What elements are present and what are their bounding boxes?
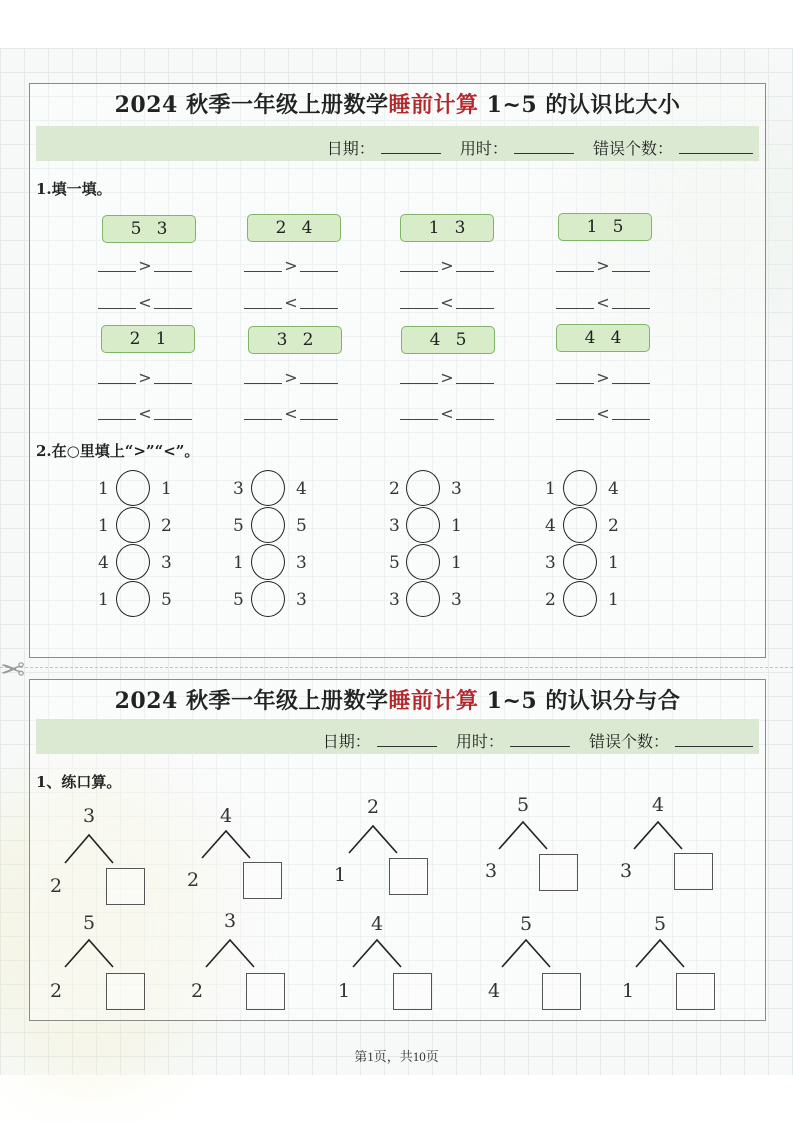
compare-circle[interactable] xyxy=(116,470,150,506)
number-pair: 4 4 xyxy=(556,324,650,352)
errors-field[interactable] xyxy=(675,732,753,747)
number-bond: 2 1 xyxy=(332,796,442,906)
title-suffix: 1~5 的认识比大小 xyxy=(478,92,681,118)
page-indicator: 第1页，共10页 xyxy=(354,1049,439,1064)
compare-circle[interactable] xyxy=(251,581,285,617)
number-pair: 1 5 xyxy=(558,213,652,241)
compare-circle[interactable] xyxy=(116,581,150,617)
info-bar xyxy=(36,126,759,161)
title-highlight: 睡前计算 xyxy=(388,688,479,714)
date-label: 日期： xyxy=(326,139,375,158)
compare-less[interactable]: < xyxy=(556,291,650,311)
time-field[interactable] xyxy=(510,732,570,747)
compare-circle[interactable] xyxy=(116,507,150,543)
answer-box[interactable] xyxy=(106,868,145,905)
answer-box[interactable] xyxy=(674,853,713,890)
question-2-label: 2.在○里填上“>”“<”。 xyxy=(36,442,200,460)
compare-greater[interactable]: > xyxy=(244,366,338,386)
compare-greater[interactable]: > xyxy=(400,366,494,386)
number-bond: 3 2 xyxy=(48,805,158,915)
answer-box[interactable] xyxy=(106,973,145,1010)
compare-circle[interactable] xyxy=(406,470,440,506)
scissors-icon: ✂ xyxy=(0,650,26,685)
time-label: 用时： xyxy=(459,139,508,158)
compare-less[interactable]: < xyxy=(400,402,494,422)
compare-greater[interactable]: > xyxy=(556,254,650,274)
number-pair: 5 3 xyxy=(102,215,196,243)
number-pair: 2 4 xyxy=(247,214,341,242)
compare-circle[interactable] xyxy=(406,507,440,543)
number-pair: 4 5 xyxy=(401,326,495,354)
compare-greater[interactable]: > xyxy=(244,254,338,274)
question-1-label: 1、练口算。 xyxy=(36,773,122,791)
compare-circle[interactable] xyxy=(563,544,597,580)
answer-box[interactable] xyxy=(676,973,715,1010)
compare-less[interactable]: < xyxy=(98,291,192,311)
compare-less[interactable]: < xyxy=(400,291,494,311)
compare-circle[interactable] xyxy=(116,544,150,580)
answer-box[interactable] xyxy=(243,862,282,899)
answer-box[interactable] xyxy=(542,973,581,1010)
number-bond: 4 3 xyxy=(617,794,727,904)
compare-circle[interactable] xyxy=(406,581,440,617)
compare-less[interactable]: < xyxy=(98,402,192,422)
number-bond: 5 4 xyxy=(485,913,595,1023)
compare-circle[interactable] xyxy=(251,544,285,580)
compare-circle[interactable] xyxy=(563,507,597,543)
compare-circle[interactable] xyxy=(563,470,597,506)
number-bond: 4 1 xyxy=(336,913,446,1023)
title-suffix: 1~5 的认识分与合 xyxy=(478,688,681,714)
compare-greater[interactable]: > xyxy=(556,366,650,386)
cut-line xyxy=(0,667,793,668)
worksheet-composition xyxy=(29,679,766,1021)
date-field[interactable] xyxy=(377,732,437,747)
number-bond: 5 3 xyxy=(482,794,592,904)
compare-greater[interactable]: > xyxy=(98,366,192,386)
date-label: 日期： xyxy=(322,732,371,751)
number-pair: 2 1 xyxy=(101,325,195,353)
compare-less[interactable]: < xyxy=(556,402,650,422)
title-prefix: 2024 秋季一年级上册数学 xyxy=(114,688,389,714)
time-field[interactable] xyxy=(514,139,574,154)
compare-less[interactable]: < xyxy=(244,402,338,422)
question-1-label: 1.填一填。 xyxy=(36,180,112,198)
number-pair: 3 2 xyxy=(248,326,342,354)
compare-circle[interactable] xyxy=(563,581,597,617)
number-bond: 5 2 xyxy=(48,912,158,1022)
errors-label: 错误个数： xyxy=(588,732,669,751)
errors-field[interactable] xyxy=(679,139,753,154)
answer-box[interactable] xyxy=(539,854,578,891)
compare-greater[interactable]: > xyxy=(400,254,494,274)
compare-greater[interactable]: > xyxy=(98,254,192,274)
compare-less[interactable]: < xyxy=(244,291,338,311)
number-bond: 5 1 xyxy=(619,913,729,1023)
date-field[interactable] xyxy=(381,139,441,154)
worksheet-title xyxy=(30,88,765,119)
title-highlight: 睡前计算 xyxy=(388,92,479,118)
number-pair: 1 3 xyxy=(400,214,494,242)
answer-box[interactable] xyxy=(389,858,428,895)
worksheet-title xyxy=(30,684,765,715)
title-prefix: 2024 秋季一年级上册数学 xyxy=(114,92,389,118)
worksheet-compare-sizes: 2024 秋季一年级上册数学睡前计算 1~5 的认识比大小 日期： 用时： 错误个数： 1.填一填。 5 3 2 4 1 3 1 5 > > > > < < < < 2 1 3 2 4 5 4 4 > > > > < < < < 2.在○里填上“>”“<”。 1 1 1 2 4 3 1 5 3 4 5 5 1 3 5 3 2 3 3 1 5 1 3 3 1 4 4 2 3 1 2 1 xyxy=(29,83,766,658)
errors-label: 错误个数： xyxy=(592,139,673,158)
answer-box[interactable] xyxy=(246,973,285,1010)
compare-circle[interactable] xyxy=(406,544,440,580)
number-bond: 3 2 xyxy=(189,910,299,1020)
compare-circle[interactable] xyxy=(251,470,285,506)
info-bar xyxy=(36,719,759,754)
answer-box[interactable] xyxy=(393,973,432,1010)
number-bond: 4 2 xyxy=(185,803,295,913)
time-label: 用时： xyxy=(455,732,504,751)
compare-circle[interactable] xyxy=(251,507,285,543)
